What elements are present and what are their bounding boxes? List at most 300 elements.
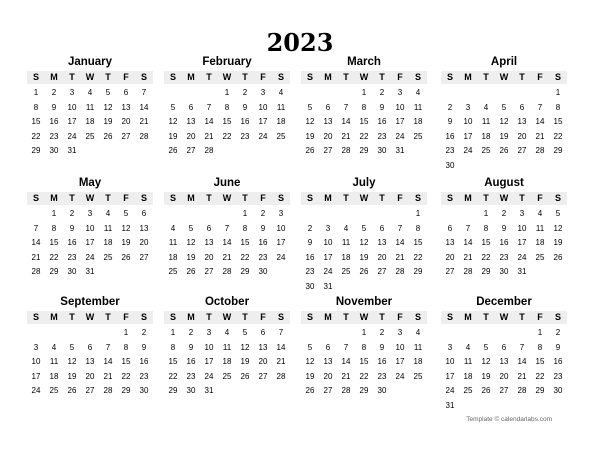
day-cell: 8 xyxy=(170,342,176,352)
day-cell: 18 xyxy=(222,357,232,366)
day-cell: 10 xyxy=(445,357,455,366)
day-cell: 21 xyxy=(139,117,149,126)
day-cell: 24 xyxy=(395,131,405,141)
day-cell: 25 xyxy=(535,252,545,262)
weekday-header xyxy=(301,71,427,84)
day-cell: 8 xyxy=(224,102,230,112)
day-cell: 17 xyxy=(395,117,405,126)
month-name: November xyxy=(335,296,393,308)
day-cell: 23 xyxy=(377,131,387,141)
day-cell: 8 xyxy=(415,223,421,233)
day-cell: 13 xyxy=(186,117,196,126)
day-cell: 5 xyxy=(361,223,367,233)
day-cell: 14 xyxy=(276,342,286,352)
empty-day-cell xyxy=(337,207,355,222)
day-cell: 24 xyxy=(276,252,286,262)
day-cell: 28 xyxy=(341,146,351,155)
day-cell: 11 xyxy=(413,102,423,112)
day-cell: 13 xyxy=(377,238,387,247)
day-cell: 12 xyxy=(67,357,77,366)
day-cell: 21 xyxy=(463,252,473,262)
day-cell: 2 xyxy=(260,209,266,218)
day-cell: 4 xyxy=(483,102,489,112)
weekday-label: M xyxy=(50,312,58,322)
day-cell: 6 xyxy=(447,223,453,233)
day-cell: 11 xyxy=(463,357,473,366)
empty-day-cell xyxy=(81,326,99,341)
day-cell: 6 xyxy=(260,328,266,337)
weekday-label: M xyxy=(324,312,332,322)
day-cell: 20 xyxy=(139,238,149,247)
day-cell: 10 xyxy=(323,238,333,247)
day-cell: 13 xyxy=(323,357,333,366)
days-grid xyxy=(441,326,567,413)
month-january xyxy=(27,55,153,159)
day-cell: 4 xyxy=(105,209,111,218)
weekday-header xyxy=(441,311,567,324)
day-cell: 18 xyxy=(413,357,423,366)
month-april xyxy=(441,55,567,173)
day-cell: 26 xyxy=(481,386,491,395)
day-cell: 16 xyxy=(139,357,149,366)
day-cell: 9 xyxy=(188,342,194,352)
weekday-label: T xyxy=(206,193,212,203)
weekday-label: T xyxy=(519,193,525,203)
day-cell: 4 xyxy=(415,88,421,97)
weekday-label: F xyxy=(123,72,129,82)
day-cell: 16 xyxy=(258,238,268,247)
day-cell: 20 xyxy=(517,131,527,141)
day-cell: 26 xyxy=(168,146,178,155)
day-cell: 23 xyxy=(553,371,563,381)
weekday-label: T xyxy=(105,72,111,82)
day-cell: 23 xyxy=(186,371,196,381)
weekday-header xyxy=(301,192,427,205)
day-cell: 9 xyxy=(379,342,385,352)
weekday-label: T xyxy=(242,312,248,322)
weekday-label: M xyxy=(324,72,332,82)
day-cell: 12 xyxy=(103,102,113,112)
day-cell: 22 xyxy=(121,371,131,381)
weekday-label: S xyxy=(446,72,453,82)
day-cell: 12 xyxy=(168,117,178,126)
weekday-label: S xyxy=(554,72,561,82)
day-cell: 22 xyxy=(240,252,250,262)
day-cell: 9 xyxy=(242,102,248,112)
day-cell: 14 xyxy=(103,357,113,366)
day-cell: 5 xyxy=(69,342,75,352)
month-name: May xyxy=(78,177,102,189)
day-cell: 3 xyxy=(397,328,403,337)
day-cell: 4 xyxy=(87,88,93,97)
day-cell: 25 xyxy=(341,267,351,276)
day-cell: 7 xyxy=(224,223,230,233)
day-cell: 31 xyxy=(85,267,95,276)
day-cell: 29 xyxy=(31,146,41,155)
month-name: February xyxy=(202,56,252,68)
day-cell: 17 xyxy=(67,117,77,126)
weekday-label: S xyxy=(446,312,453,322)
day-cell: 12 xyxy=(481,357,491,366)
day-cell: 19 xyxy=(103,117,113,126)
day-cell: 7 xyxy=(537,102,543,112)
day-cell: 21 xyxy=(535,131,545,141)
day-cell: 30 xyxy=(377,386,387,395)
day-cell: 24 xyxy=(204,371,214,381)
day-cell: 13 xyxy=(517,117,527,126)
day-cell: 19 xyxy=(305,131,315,141)
day-cell: 29 xyxy=(359,146,369,155)
days-grid xyxy=(441,86,567,173)
day-cell: 28 xyxy=(31,267,41,276)
empty-day-cell xyxy=(182,207,200,222)
day-cell: 21 xyxy=(222,252,232,262)
day-cell: 3 xyxy=(33,342,39,352)
day-cell: 10 xyxy=(395,102,405,112)
day-cell: 16 xyxy=(186,357,196,366)
month-name: October xyxy=(204,296,250,308)
day-cell: 24 xyxy=(517,252,527,262)
weekday-label: S xyxy=(140,72,147,82)
day-cell: 29 xyxy=(240,267,250,276)
empty-day-cell xyxy=(301,207,319,222)
weekday-label: F xyxy=(260,72,266,82)
weekday-label: F xyxy=(537,72,543,82)
weekday-label: S xyxy=(554,193,561,203)
empty-day-cell xyxy=(337,86,355,101)
day-cell: 7 xyxy=(206,102,212,112)
day-cell: 27 xyxy=(121,131,131,141)
weekday-label: S xyxy=(140,193,147,203)
weekday-label: W xyxy=(359,193,369,203)
day-cell: 31 xyxy=(204,386,214,395)
day-cell: 17 xyxy=(276,238,286,247)
day-cell: 28 xyxy=(103,386,113,395)
weekday-label: S xyxy=(32,72,39,82)
day-cell: 22 xyxy=(481,252,491,262)
weekday-label: M xyxy=(324,193,332,203)
empty-day-cell xyxy=(301,326,319,341)
weekday-header xyxy=(164,192,290,205)
month-march xyxy=(301,55,427,159)
day-cell: 4 xyxy=(224,328,230,337)
day-cell: 30 xyxy=(377,146,387,155)
day-cell: 13 xyxy=(323,117,333,126)
month-may xyxy=(27,176,153,280)
empty-day-cell xyxy=(218,207,236,222)
day-cell: 22 xyxy=(49,252,59,262)
month-name: July xyxy=(352,177,376,189)
weekday-label: M xyxy=(464,312,472,322)
day-cell: 27 xyxy=(323,386,333,395)
weekday-label: T xyxy=(379,72,385,82)
day-cell: 2 xyxy=(69,209,75,218)
weekday-label: M xyxy=(187,312,195,322)
day-cell: 28 xyxy=(204,146,214,155)
day-cell: 12 xyxy=(499,117,509,126)
day-cell: 2 xyxy=(447,102,453,112)
day-cell: 12 xyxy=(553,223,563,233)
day-cell: 15 xyxy=(481,238,491,247)
day-cell: 14 xyxy=(204,117,214,126)
day-cell: 3 xyxy=(278,209,284,218)
day-cell: 9 xyxy=(141,342,147,352)
weekday-label: T xyxy=(519,72,525,82)
weekday-header xyxy=(164,71,290,84)
days-grid xyxy=(164,86,290,159)
month-name: August xyxy=(484,177,524,189)
empty-day-cell xyxy=(495,326,513,341)
day-cell: 2 xyxy=(188,328,194,337)
days-grid xyxy=(441,207,567,280)
day-cell: 21 xyxy=(31,252,41,262)
day-cell: 28 xyxy=(276,371,286,381)
day-cell: 19 xyxy=(305,371,315,381)
day-cell: 20 xyxy=(499,371,509,381)
day-cell: 14 xyxy=(341,117,351,126)
day-cell: 18 xyxy=(168,252,178,262)
weekday-label: M xyxy=(187,72,195,82)
month-november xyxy=(301,295,427,399)
day-cell: 27 xyxy=(377,267,387,276)
day-cell: 4 xyxy=(170,223,176,233)
day-cell: 30 xyxy=(139,386,149,395)
weekday-label: S xyxy=(140,312,147,322)
month-june xyxy=(164,176,290,280)
month-name: December xyxy=(476,296,532,308)
weekday-label: F xyxy=(537,312,543,322)
day-cell: 18 xyxy=(49,371,59,381)
day-cell: 12 xyxy=(305,357,315,366)
day-cell: 23 xyxy=(258,252,268,262)
day-cell: 15 xyxy=(168,357,178,366)
day-cell: 2 xyxy=(501,209,507,218)
weekday-label: F xyxy=(260,193,266,203)
day-cell: 26 xyxy=(305,386,315,395)
day-cell: 5 xyxy=(483,342,489,352)
day-cell: 17 xyxy=(258,117,268,126)
day-cell: 24 xyxy=(67,131,77,141)
day-cell: 11 xyxy=(103,223,113,233)
day-cell: 20 xyxy=(323,131,333,141)
day-cell: 5 xyxy=(307,342,313,352)
day-cell: 29 xyxy=(413,267,423,276)
empty-day-cell xyxy=(459,207,477,222)
day-cell: 3 xyxy=(325,223,331,233)
day-cell: 30 xyxy=(67,267,77,276)
day-cell: 13 xyxy=(445,238,455,247)
day-cell: 14 xyxy=(535,117,545,126)
day-cell: 16 xyxy=(377,357,387,366)
day-cell: 1 xyxy=(483,209,489,218)
day-cell: 30 xyxy=(305,281,315,291)
day-cell: 11 xyxy=(481,117,491,126)
day-cell: 27 xyxy=(204,267,214,276)
weekday-label: W xyxy=(499,72,509,82)
day-cell: 5 xyxy=(242,328,248,337)
day-cell: 26 xyxy=(103,131,113,141)
month-name: April xyxy=(490,56,518,68)
empty-day-cell xyxy=(45,326,63,341)
day-cell: 4 xyxy=(537,209,543,218)
month-name: September xyxy=(60,296,120,308)
day-cell: 12 xyxy=(240,342,250,352)
day-cell: 23 xyxy=(67,252,77,262)
day-cell: 11 xyxy=(222,342,232,352)
day-cell: 10 xyxy=(517,223,527,233)
day-cell: 28 xyxy=(139,131,149,141)
weekday-label: T xyxy=(483,312,489,322)
day-cell: 29 xyxy=(535,386,545,395)
day-cell: 22 xyxy=(222,131,232,141)
weekday-label: M xyxy=(464,72,472,82)
empty-day-cell xyxy=(459,86,477,101)
weekday-label: W xyxy=(85,312,95,322)
day-cell: 9 xyxy=(501,223,507,233)
day-cell: 13 xyxy=(121,102,131,112)
day-cell: 2 xyxy=(141,328,147,337)
day-cell: 3 xyxy=(397,88,403,97)
empty-day-cell xyxy=(513,326,531,341)
empty-day-cell xyxy=(531,86,549,101)
empty-day-cell xyxy=(182,86,200,101)
weekday-label: T xyxy=(483,72,489,82)
day-cell: 22 xyxy=(535,371,545,381)
day-cell: 6 xyxy=(501,342,507,352)
day-cell: 15 xyxy=(222,117,232,126)
day-cell: 10 xyxy=(395,342,405,352)
month-name: March xyxy=(347,56,381,68)
day-cell: 26 xyxy=(499,146,509,155)
day-cell: 22 xyxy=(359,371,369,381)
day-cell: 25 xyxy=(481,146,491,155)
day-cell: 16 xyxy=(49,117,59,126)
day-cell: 21 xyxy=(276,357,286,366)
weekday-label: W xyxy=(222,312,232,322)
day-cell: 25 xyxy=(222,371,232,381)
day-cell: 20 xyxy=(186,131,196,141)
month-december xyxy=(441,295,567,413)
empty-day-cell xyxy=(441,207,459,222)
weekday-label: S xyxy=(306,193,313,203)
day-cell: 3 xyxy=(447,342,453,352)
day-cell: 28 xyxy=(517,386,527,395)
days-grid xyxy=(164,207,290,280)
day-cell: 6 xyxy=(379,223,385,233)
days-grid xyxy=(301,207,427,294)
day-cell: 9 xyxy=(69,223,75,233)
day-cell: 27 xyxy=(323,146,333,155)
day-cell: 29 xyxy=(121,386,131,395)
day-cell: 8 xyxy=(537,342,543,352)
day-cell: 7 xyxy=(519,342,525,352)
day-cell: 27 xyxy=(517,146,527,155)
day-cell: 19 xyxy=(186,252,196,262)
weekday-label: S xyxy=(446,193,453,203)
weekday-label: T xyxy=(483,193,489,203)
weekday-label: F xyxy=(537,193,543,203)
weekday-header xyxy=(27,71,153,84)
day-cell: 30 xyxy=(553,386,563,395)
weekday-label: S xyxy=(277,72,284,82)
empty-day-cell xyxy=(27,207,45,222)
day-cell: 4 xyxy=(343,223,349,233)
day-cell: 23 xyxy=(377,371,387,381)
day-cell: 31 xyxy=(395,146,405,155)
day-cell: 31 xyxy=(445,400,455,410)
day-cell: 17 xyxy=(323,252,333,262)
day-cell: 6 xyxy=(325,102,331,112)
day-cell: 8 xyxy=(555,102,561,112)
day-cell: 16 xyxy=(240,117,250,126)
day-cell: 23 xyxy=(49,131,59,141)
day-cell: 27 xyxy=(186,146,196,155)
empty-day-cell xyxy=(477,86,495,101)
weekday-label: S xyxy=(414,193,421,203)
day-cell: 3 xyxy=(519,209,525,218)
footer-credit: Template © calendarlabs.com xyxy=(466,416,552,423)
day-cell: 30 xyxy=(186,386,196,395)
empty-day-cell xyxy=(355,207,373,222)
day-cell: 27 xyxy=(499,386,509,395)
day-cell: 3 xyxy=(69,88,75,97)
day-cell: 7 xyxy=(105,342,111,352)
day-cell: 5 xyxy=(105,88,111,97)
day-cell: 10 xyxy=(276,223,286,233)
weekday-label: S xyxy=(169,72,176,82)
day-cell: 1 xyxy=(242,209,248,218)
day-cell: 22 xyxy=(413,252,423,262)
day-cell: 19 xyxy=(359,252,369,262)
weekday-label: M xyxy=(464,193,472,203)
day-cell: 26 xyxy=(305,146,315,155)
day-cell: 29 xyxy=(359,386,369,395)
day-cell: 12 xyxy=(359,238,369,247)
empty-day-cell xyxy=(373,207,391,222)
day-cell: 8 xyxy=(483,223,489,233)
weekday-label: T xyxy=(379,193,385,203)
day-cell: 12 xyxy=(186,238,196,247)
weekday-label: F xyxy=(123,312,129,322)
day-cell: 22 xyxy=(31,131,41,141)
day-cell: 7 xyxy=(397,223,403,233)
day-cell: 11 xyxy=(49,357,59,366)
day-cell: 17 xyxy=(463,131,473,141)
day-cell: 7 xyxy=(343,342,349,352)
day-cell: 19 xyxy=(121,238,131,247)
day-cell: 9 xyxy=(555,342,561,352)
day-cell: 18 xyxy=(413,117,423,126)
day-cell: 9 xyxy=(379,102,385,112)
day-cell: 17 xyxy=(85,238,95,247)
empty-day-cell xyxy=(337,326,355,341)
day-cell: 20 xyxy=(204,252,214,262)
day-cell: 16 xyxy=(67,238,77,247)
day-cell: 1 xyxy=(33,88,39,97)
empty-day-cell xyxy=(319,86,337,101)
weekday-label: M xyxy=(50,72,58,82)
day-cell: 26 xyxy=(186,267,196,276)
day-cell: 9 xyxy=(447,117,453,126)
day-cell: 10 xyxy=(67,102,77,112)
weekday-label: T xyxy=(343,72,349,82)
empty-day-cell xyxy=(63,326,81,341)
day-cell: 14 xyxy=(341,357,351,366)
day-cell: 15 xyxy=(359,117,369,126)
weekday-header xyxy=(441,71,567,84)
day-cell: 14 xyxy=(463,238,473,247)
weekday-header xyxy=(301,311,427,324)
